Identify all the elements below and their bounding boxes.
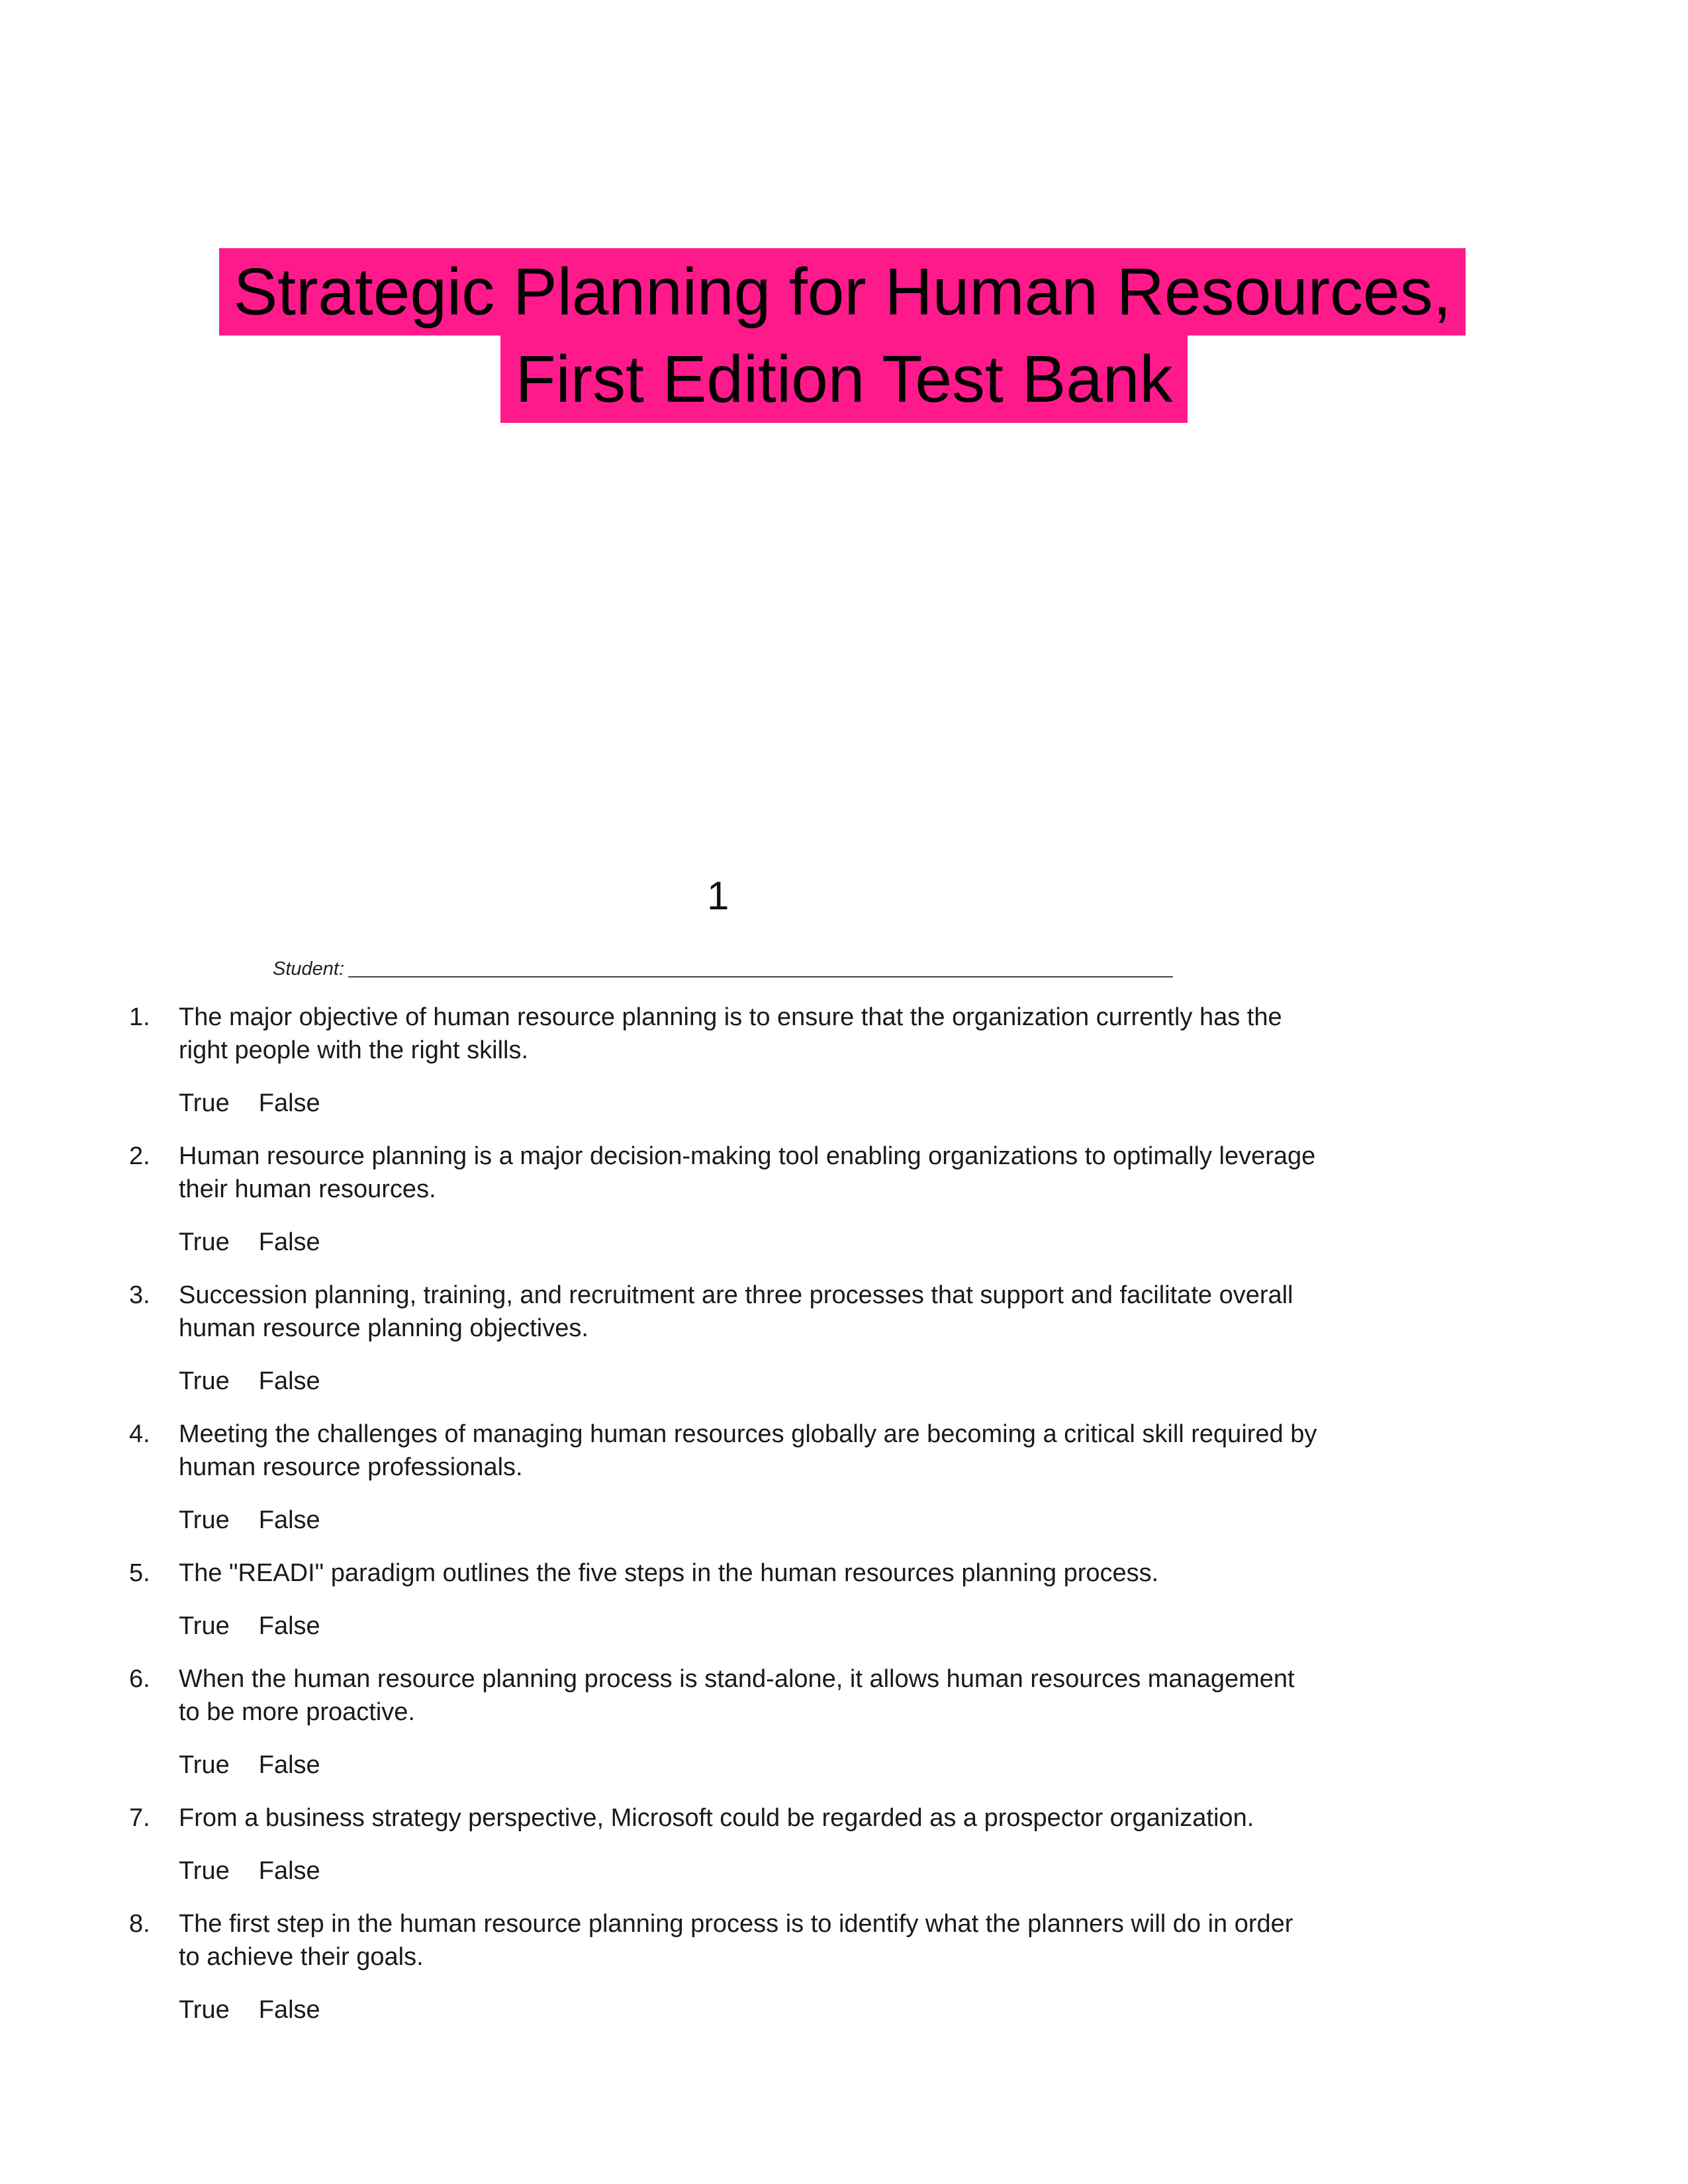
question-number: 7. [129,1804,150,1832]
answer-false[interactable]: False [258,1751,320,1779]
question-text: From a business strategy perspective, Microsoft could be regarded as a prospector organization. [179,1804,1254,1832]
answer-options [179,1854,1334,1888]
question-item [129,1140,1334,1259]
student-label: Student: [273,958,345,979]
question-item [129,1557,1334,1643]
question-list [129,1001,1334,2026]
question-item [129,1001,1334,1120]
answer-true[interactable]: True [179,1089,230,1117]
answer-true[interactable]: True [179,1506,230,1534]
document-title [0,248,1688,423]
question-number: 5. [129,1559,150,1587]
page-number: 1 [707,874,729,918]
answer-options [179,1226,1334,1259]
question-text: The major objective of human resource planning is to ensure that the organization currently has the right people with the right skills. [179,1003,1282,1064]
answer-false[interactable]: False [258,1089,320,1117]
question-text: Meeting the challenges of managing human resources globally are becoming a critical skill required by human resource professionals. [179,1420,1317,1481]
answer-options [179,1365,1334,1398]
question-text: The "READI" paradigm outlines the five steps in the human resources planning process. [179,1559,1159,1587]
answer-true[interactable]: True [179,1857,230,1885]
answer-options [179,1749,1334,1782]
question-text: Human resource planning is a major decision-making tool enabling organizations to optimally leverage their human resources. [179,1142,1316,1203]
question-text: The first step in the human resource planning process is to identify what the planners will do in order to achieve their goals. [179,1910,1293,1971]
question-number: 4. [129,1420,150,1448]
question-text: Succession planning, training, and recruitment are three processes that support and facilitate overall human resource planning objectives. [179,1281,1293,1342]
student-field[interactable] [273,949,1173,982]
answer-false[interactable]: False [258,1996,320,2024]
title-line-1: Strategic Planning for Human Resources, [219,248,1466,336]
answer-options [179,1504,1334,1537]
question-number: 1. [129,1003,150,1031]
question-number: 8. [129,1910,150,1938]
question-number: 3. [129,1281,150,1309]
answer-true[interactable]: True [179,1228,230,1256]
question-item [129,1662,1334,1782]
question-number: 6. [129,1665,150,1693]
answer-true[interactable]: True [179,1996,230,2024]
answer-false[interactable]: False [258,1612,320,1640]
answer-options [179,1087,1334,1120]
question-item [129,1418,1334,1537]
answer-options [179,1610,1334,1643]
answer-true[interactable]: True [179,1612,230,1640]
student-name-line[interactable] [348,976,1173,978]
answer-false[interactable]: False [258,1367,320,1395]
question-item [129,1907,1334,2026]
answer-true[interactable]: True [179,1367,230,1395]
answer-false[interactable]: False [258,1506,320,1534]
title-line-2: First Edition Test Bank [500,336,1187,423]
question-number: 2. [129,1142,150,1170]
question-item [129,1801,1334,1888]
question-item [129,1279,1334,1398]
question-text: When the human resource planning process is stand-alone, it allows human resources management to be more proactive. [179,1665,1295,1726]
answer-true[interactable]: True [179,1751,230,1779]
answer-false[interactable]: False [258,1228,320,1256]
answer-false[interactable]: False [258,1857,320,1885]
answer-options [179,1993,1334,2026]
